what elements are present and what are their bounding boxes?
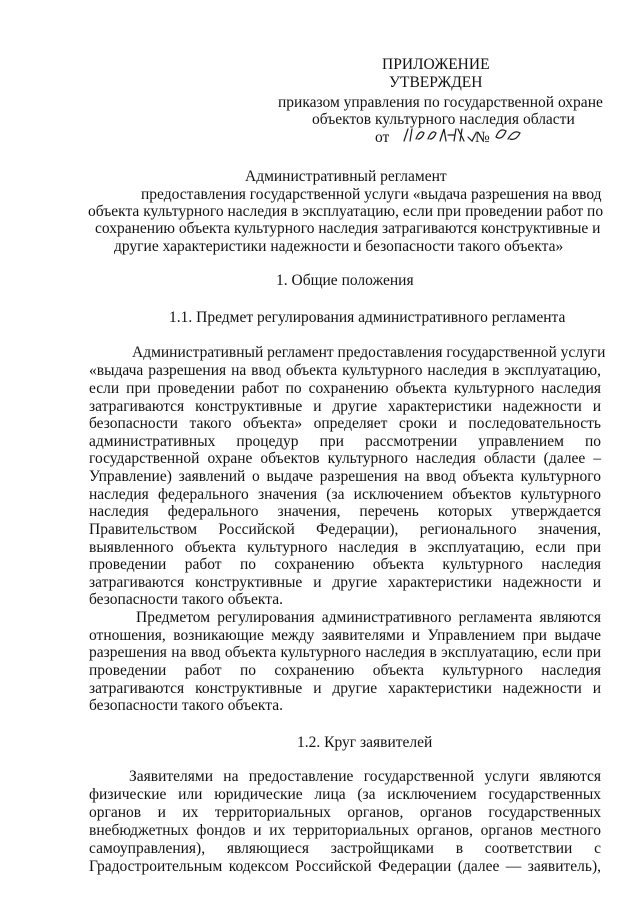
para1-line: затрагиваются конструктивные и другие характеристики надежности и: [89, 398, 601, 415]
approved-label: УТВЕРЖДЕН: [389, 74, 483, 91]
subsection-1-2-heading: 1.2. Круг заявителей: [297, 734, 433, 751]
para1-line: наследия федерального значения, перечень которых утверждается: [89, 503, 601, 520]
para3-line: Заявителями на предоставление государственной услуги являются: [129, 768, 601, 785]
order-number-sign: №: [475, 129, 490, 146]
para1-line: административных процедур при рассмотрении управлением по: [89, 433, 601, 450]
para2-line: безопасности такого объекта.: [89, 697, 283, 714]
para3-line: Градостроительным кодексом Российской Федерации (далее — заявитель),: [89, 858, 601, 875]
para3-line: самоуправления), являющиеся застройщиками в соответствии с: [89, 840, 601, 857]
doc-title-line-4: сохранению объекта культурного наследия затрагиваются конструктивные и: [95, 220, 601, 237]
subsection-1-1-heading: 1.1. Предмет регулирования административного регламента: [169, 309, 566, 326]
para1-line: «выдача разрешения на ввод объекта культурного наследия в эксплуатацию,: [89, 362, 601, 379]
section-1-heading: 1. Общие положения: [276, 272, 414, 289]
order-line-1: приказом управления по государственной охране: [278, 94, 603, 111]
handwritten-date-number: [398, 125, 528, 147]
doc-title-line-2: предоставления государственной услуги «выдача разрешения на ввод: [141, 186, 602, 203]
para2-line: отношения, возникающие между заявителями и Управлением при выдаче: [89, 627, 601, 644]
para1-line: Административный регламент предоставления государственной услуги: [132, 344, 606, 361]
order-line-2: объектов культурного наследия области: [312, 111, 575, 128]
appendix-label: ПРИЛОЖЕНИЕ: [382, 56, 490, 73]
para2-line: проведении работ по сохранению объекта культурного наследия: [89, 662, 601, 679]
para2-line: разрешения на ввод объекта культурного наследия в эксплуатацию, если при: [89, 644, 601, 661]
para2-line: Предметом регулирования административного регламента являются: [136, 609, 601, 626]
order-date-prefix: от: [375, 129, 390, 146]
para1-line: безопасности такого объекта.: [89, 591, 283, 608]
para1-line: выявленного объекта культурного наследия в эксплуатацию, если при: [89, 539, 601, 556]
para1-line: проведении работ по сохранению объекта культурного наследия: [89, 556, 601, 573]
para1-line: затрагиваются конструктивные и другие характеристики надежности и: [89, 574, 601, 591]
doc-title-line-5: другие характеристики надежности и безопасности такого объекта»: [114, 238, 564, 255]
para3-line: физические или юридические лица (за исключением государственных: [89, 786, 601, 803]
para1-line: Управление) заявлений о выдаче разрешения на ввод объекта культурного: [89, 468, 601, 485]
para1-line: если при проведении работ по сохранению объекта культурного наследия: [89, 380, 601, 397]
para1-line: наследия федерального значения (за исключением объектов культурного: [89, 486, 601, 503]
doc-title-line-3: объекта культурного наследия в эксплуатацию, если при проведении работ по: [88, 203, 604, 220]
para3-line: органов и их территориальных органов, органов государственных: [89, 804, 601, 821]
para1-line: государственной охране объектов культурного наследия области (далее –: [89, 450, 601, 467]
para1-line: безопасности такого объекта» определяет сроки и последовательность: [89, 415, 601, 432]
para3-line: внебюджетных фондов и их территориальных органов, органов местного: [89, 822, 601, 839]
doc-title: Административный регламент: [245, 168, 447, 185]
para2-line: затрагиваются конструктивные и другие характеристики надежности и: [89, 680, 601, 697]
para1-line: Правительством Российской Федерации), регионального значения,: [89, 521, 601, 538]
